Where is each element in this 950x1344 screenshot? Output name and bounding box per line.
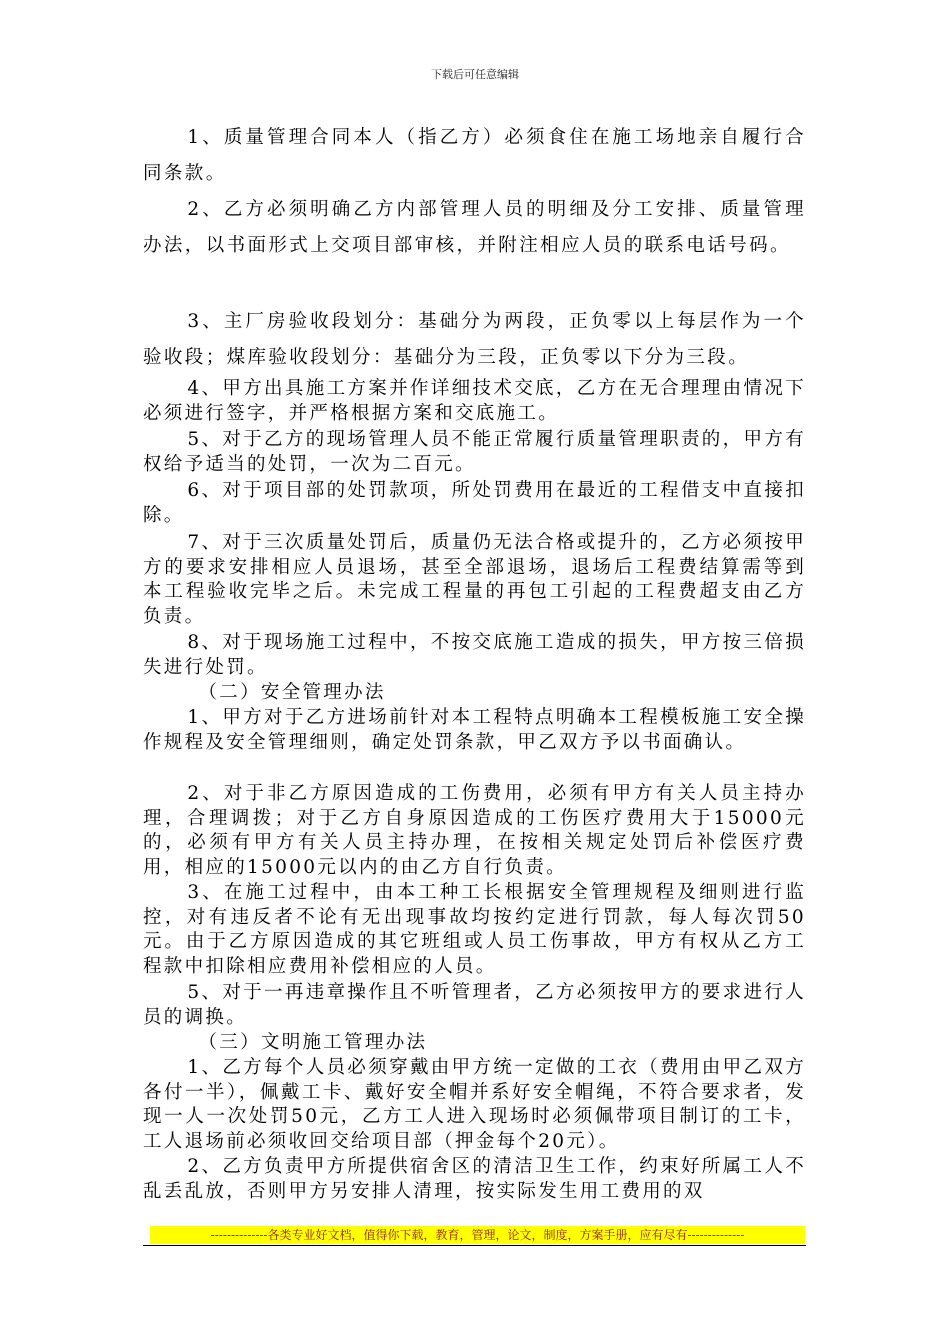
quality-clause-6: 6、对于项目部的处罚款项，所处罚费用在最近的工程借支中直接扣除。 [143,480,806,526]
safety-clause-3: 3、在施工过程中，由本工种工长根据安全管理规程及细则进行监控，对有违反者不论有无出现事故均按约定进行罚款，每人每次罚50元。由于乙方原因造成的其它班组或人员工伤事故，甲方有权从乙方工程款中扣除相应费用补偿相应的人员。 [143,882,806,977]
civil-clause-2: 2、乙方负责甲方所提供宿舍区的清洁卫生工作，约束好所属工人不乱丢乱放，否则甲方另安排人清理，按实际发生用工费用的双 [143,1156,806,1202]
safety-clause-2: 2、对于非乙方原因造成的工伤费用，必须有甲方有关人员主持办理，合理调拨；对于乙方自身原因造成的工伤医疗费用大于15000元的，必须有甲方有关人员主持办理，在按相关规定处罚后补偿医疗费用，相应的15000元以内的由乙方自行负责。 [143,783,806,878]
quality-clause-4: 4、甲方出具施工方案并作详细技术交底，乙方在无合理理由情况下必须进行签字，并严格根据方案和交底施工。 [143,378,806,424]
safety-clause-1: 1、甲方对于乙方进场前针对本工程特点明确本工程模板施工安全操作规程及安全管理细则，确定处罚条款，甲乙双方予以书面确认。 [143,707,806,753]
quality-clause-5: 5、对于乙方的现场管理人员不能正常履行质量管理职责的，甲方有权给予适当的处罚，一次为二百元。 [143,429,806,475]
safety-clause-5: 5、对于一再违章操作且不听管理者，乙方必须按甲方的要求进行人员的调换。 [143,982,806,1028]
quality-clause-3: 3、主厂房验收段划分：基础分为两段，正负零以上每层作为一个验收段；煤库验收段划分：基础分为三段，正负零以下分为三段。 [143,311,806,368]
section-title-civil: （三）文明施工管理办法 [198,1032,428,1053]
footer-banner: --------------各类专业好文档，值得你下载，教育，管理，论文，制度，方案手册，应有尽有-------------- [150,1226,805,1244]
page-header-note: 下载后可任意编辑 [431,68,519,81]
footer-divider [143,1245,806,1246]
quality-clause-7: 7、对于三次质量处罚后，质量仍无法合格或提升的，乙方必须按甲方的要求安排相应人员退场，甚至全部退场，退场后工程费结算需等到本工程验收完毕之后。未完成工程量的再包工引起的工程费超支由乙方负责。 [143,532,806,627]
quality-clause-2: 2、乙方必须明确乙方内部管理人员的明细及分工安排、质量管理办法，以书面形式上交项目部审核，并附注相应人员的联系电话号码。 [143,199,806,256]
quality-clause-1: 1、质量管理合同本人（指乙方）必须食住在施工场地亲自履行合同条款。 [143,127,806,184]
civil-clause-1: 1、乙方每个人员必须穿戴由甲方统一定做的工衣（费用由甲乙双方各付一半），佩戴工卡、戴好安全帽并系好安全帽绳，不符合要求者，发现一人一次处罚50元，乙方工人进入现场时必须佩带项目制订的工卡，工人退场前必须收回交给项目部（押金每个20元）。 [143,1057,806,1152]
quality-clause-8: 8、对于现场施工过程中，不按交底施工造成的损失，甲方按三倍损失进行处罚。 [143,632,806,678]
section-title-safety: （二）安全管理办法 [198,682,386,703]
